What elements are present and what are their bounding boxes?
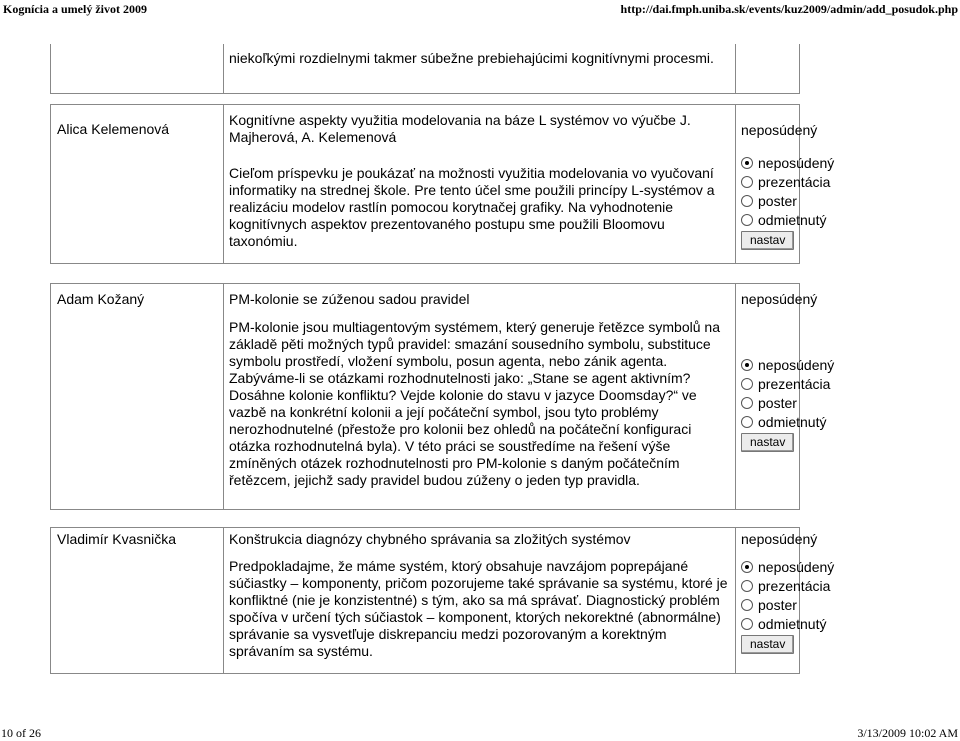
radio-checked-icon[interactable] xyxy=(741,157,753,169)
status-label: neposúdený xyxy=(741,531,818,547)
radio-icon[interactable] xyxy=(741,176,753,188)
review-form xyxy=(741,558,851,654)
submission-table xyxy=(50,104,835,264)
radio-option-odmietnuty[interactable]: odmietnutý xyxy=(741,413,851,432)
radio-checked-icon[interactable] xyxy=(741,561,753,573)
radio-option-prezentacia[interactable]: prezentácia xyxy=(741,577,851,596)
author-name: Alica Kelemenová xyxy=(57,121,170,137)
column-divider xyxy=(735,44,736,93)
radio-option-neposudeny[interactable]: neposúdený xyxy=(741,356,851,375)
review-form xyxy=(741,154,851,250)
radio-option-poster[interactable]: poster xyxy=(741,596,851,615)
paper-title: Kognitívne aspekty využitia modelovania na báze L systémov vo výučbe J. Majherová, A. Kelemenová xyxy=(229,112,691,145)
paper-title: Konštrukcia diagnózy chybného správania sa zložitých systémov xyxy=(229,531,631,547)
radio-checked-icon[interactable] xyxy=(741,359,753,371)
radio-option-poster[interactable]: poster xyxy=(741,394,851,413)
radio-option-neposudeny[interactable]: neposúdený xyxy=(741,558,851,577)
column-divider xyxy=(223,284,224,509)
radio-option-prezentacia[interactable]: prezentácia xyxy=(741,173,851,192)
radio-icon[interactable] xyxy=(741,416,753,428)
radio-icon[interactable] xyxy=(741,397,753,409)
radio-icon[interactable] xyxy=(741,580,753,592)
print-footer xyxy=(0,726,960,740)
author-name: Vladimír Kvasnička xyxy=(57,531,177,547)
print-header xyxy=(0,2,960,16)
column-divider xyxy=(223,528,224,673)
paper-title: PM-kolonie se zúženou sadou pravidel xyxy=(229,291,470,307)
radio-option-odmietnuty[interactable]: odmietnutý xyxy=(741,615,851,634)
review-form xyxy=(741,356,851,452)
radio-option-poster[interactable]: poster xyxy=(741,192,851,211)
radio-icon[interactable] xyxy=(741,599,753,611)
nastav-button[interactable]: nastav xyxy=(741,433,794,452)
print-header-url: http://dai.fmph.uniba.sk/events/kuz2009/admin/add_posudok.php xyxy=(620,2,958,16)
column-divider xyxy=(735,284,736,509)
nastav-button[interactable]: nastav xyxy=(741,231,794,250)
column-divider xyxy=(735,105,736,263)
status-label: neposúdený xyxy=(741,122,818,138)
submission-table xyxy=(50,283,835,510)
radio-icon[interactable] xyxy=(741,214,753,226)
nastav-button[interactable]: nastav xyxy=(741,635,794,654)
page-number: 10 of 26 xyxy=(1,726,41,740)
status-label: neposúdený xyxy=(741,291,818,307)
column-divider xyxy=(223,44,224,93)
radio-option-odmietnuty[interactable]: odmietnutý xyxy=(741,211,851,230)
print-header-title: Kognícia a umelý život 2009 xyxy=(3,2,147,16)
submission-table-partial xyxy=(50,44,800,94)
radio-option-neposudeny[interactable]: neposúdený xyxy=(741,154,851,173)
column-divider xyxy=(223,105,224,263)
abstract-text: PM-kolonie jsou multiagentovým systémem, který generuje řetězce symbolů na základě pěti možných typů pravidel: smazání sousedního symbolu, substituce symbolu prostředí, vložení symbolu, posun agenta, nebo zánik agenta. Zabýváme-li se otázkami rozhodnutelnosti jako: „Stane se agent aktivním? Dosáhne kolonie konfliktu? Vejde kolonie do stavu v jazyce Doomsday?“ ve vazbě na konkrétní kolonii a její počáteční symbol, jsou tyto problémy nerozhodnutelné (přestože pro kolonii bez ohledů na počáteční konfiguraci otázka rozhodnutelná byla). V této práci se soustředíme na řešení výše zmíněných otázek rozhodnutelnosti pro PM-kolonie s daným počátečním řetězcem, jejichž sady pravidel budou zúženy o jeden typ pravidla. xyxy=(229,319,720,488)
radio-icon[interactable] xyxy=(741,195,753,207)
abstract-text: Cieľom príspevku je poukázať na možnosti využitia modelovania vo vyučovaní informatiky na strednej škole. Pre tento účel sme použili princípy L-systémov a realizáciu modelov rastlín pomocou korytnačej grafiky. Na vyhodnotenie kognitívnych aspektov prezentovaného postupu sme použili Bloomovu taxonómiu. xyxy=(229,165,715,249)
abstract-text: Predpokladajme, že máme systém, ktorý obsahuje navzájom poprepájané súčiastky – komponenty, pričom pozorujeme také správanie sa systému, ktoré je konfliktné (nie je konzistentné) s tým, ako sa má správať. Diagnostický problém spočíva v určení tých súčiastok – komponent, ktorých nekorektné (abnormálne) správanie sa vysvetľuje diskrepanciu medzi pozorovaným a korektným správaním sa systému. xyxy=(229,558,728,659)
radio-icon[interactable] xyxy=(741,378,753,390)
column-divider xyxy=(735,528,736,673)
submission-table xyxy=(50,527,835,674)
radio-icon[interactable] xyxy=(741,618,753,630)
abstract-text: niekoľkými rozdielnymi takmer súbežne prebiehajúcimi kognitívnymi procesmi. xyxy=(229,50,714,66)
author-name: Adam Kožaný xyxy=(57,291,145,307)
print-datetime: 3/13/2009 10:02 AM xyxy=(857,726,958,740)
radio-option-prezentacia[interactable]: prezentácia xyxy=(741,375,851,394)
